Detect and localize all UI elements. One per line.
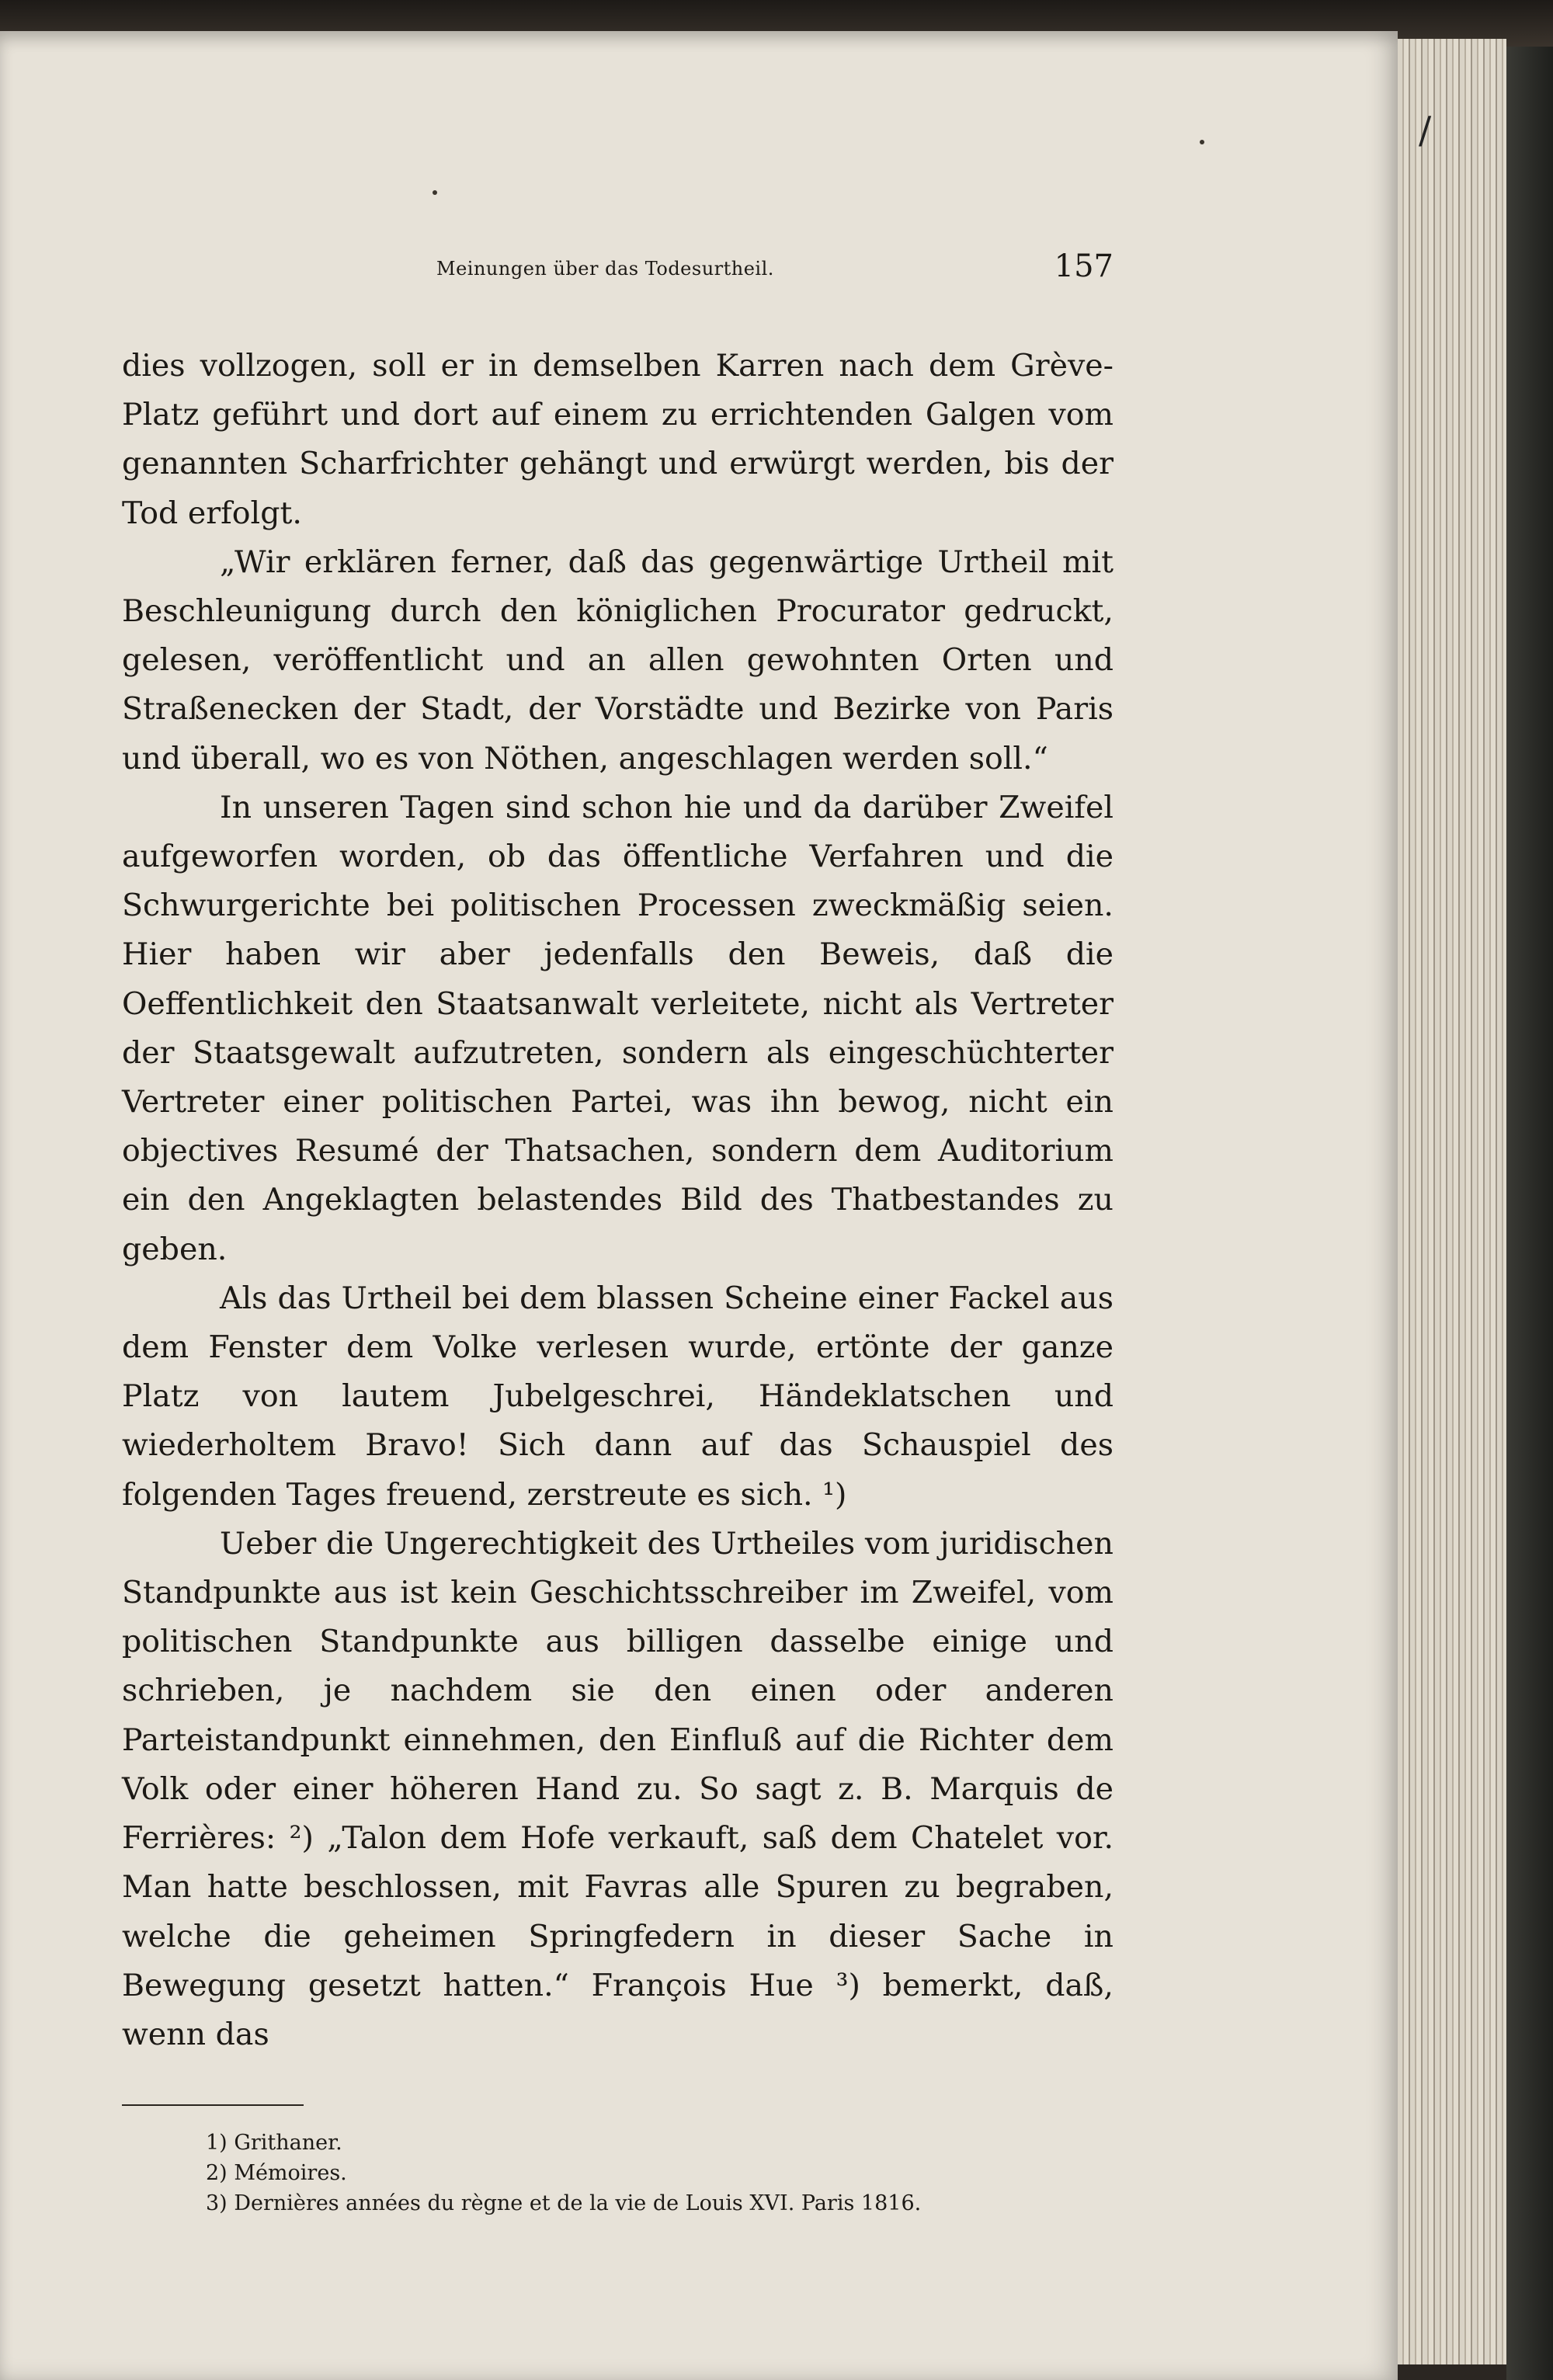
paragraph: dies vollzogen, soll er in demselben Karren nach dem Grève-Platz geführt und dort auf einem zu errichtenden Galgen vom genannten Scharfrichter gehängt und erwürgt werden, bis der Tod erfolgt. [122,348,1114,531]
paragraph: „Wir erklären ferner, daß das gegenwärtige Urtheil mit Beschleunigung durch den königlichen Procurator gedruckt, gelesen, veröffentlicht und an allen gewohnten Orten und Straßenecken der Stadt, der Vorstädte und Bezirke von Paris und überall, wo es von Nöthen, angeschlagen werden soll.“ [122,544,1114,777]
footnote-mark: 1) [206,2131,228,2156]
body-text [122,342,1114,2059]
page-content [122,248,1114,2218]
footnote-rule [122,2104,304,2106]
running-head: Meinungen über das Todesurtheil. [436,258,774,280]
footnote-mark: 3) [206,2191,228,2216]
footnote-mark: 2) [206,2161,228,2186]
footnote [206,2188,1114,2218]
page-number: 157 [1054,248,1114,284]
paragraph: Ueber die Ungerechtigkeit des Urtheiles vom juridischen Standpunkte aus ist kein Geschichtsschreiber im Zweifel, vom politischen Standpunkte aus billigen dasselbe einige und schrieben, je nachdem sie den einen oder anderen Parteistandpunkt einnehmen, den Einfluß auf die Richter dem Volk oder einer höheren Hand zu. So sagt z. B. Marquis de Ferrières: ²) „Talon dem Hofe verkauft, saß dem Chatelet vor. Man hatte beschlossen, mit Favras alle Spuren zu begraben, welche die geheimen Springfedern in dieser Sache in Bewegung gesetzt hatten.“ François Hue ³) bemerkt, daß, wenn das [122,1525,1114,2052]
footnote-text: Mémoires. [234,2161,347,2186]
paper-speck [1200,140,1204,144]
footnote [206,2128,1114,2158]
page-header [122,248,1114,295]
paper-speck [433,190,437,195]
book-cover-edge [1506,47,1553,2380]
paragraph: In unseren Tagen sind schon hie und da darüber Zweifel aufgeworfen worden, ob das öffentliche Verfahren und die Schwurgerichte bei politischen Processen zweckmäßig seien. Hier haben wir aber jedenfalls den Beweis, daß die Oeffentlichkeit den Staatsanwalt verleitete, nicht als Vertreter der Staatsgewalt aufzutreten, sondern als eingeschüchterter Vertreter einer politischen Partei, was ihn bewog, nicht ein objectives Resumé der Thatsachen, sondern dem Auditorium ein den Angeklagten belastendes Bild des Thatbestandes zu geben. [122,789,1114,1267]
paragraph: Als das Urtheil bei dem blassen Scheine einer Fackel aus dem Fenster dem Volke verlesen wurde, ertönte der ganze Platz von lautem Jubelgeschrei, Händeklatschen und wiederholtem Bravo! Sich dann auf das Schauspiel des folgenden Tages freuend, zerstreute es sich. ¹) [122,1280,1114,1513]
footnote [206,2158,1114,2188]
footnotes [122,2128,1114,2218]
margin-pencil-mark: / [1419,109,1432,152]
page-stack-edge [1398,39,1506,2364]
footnote-text: Dernières années du règne et de la vie de Louis XVI. Paris 1816. [234,2191,922,2216]
footnote-text: Grithaner. [234,2131,342,2156]
